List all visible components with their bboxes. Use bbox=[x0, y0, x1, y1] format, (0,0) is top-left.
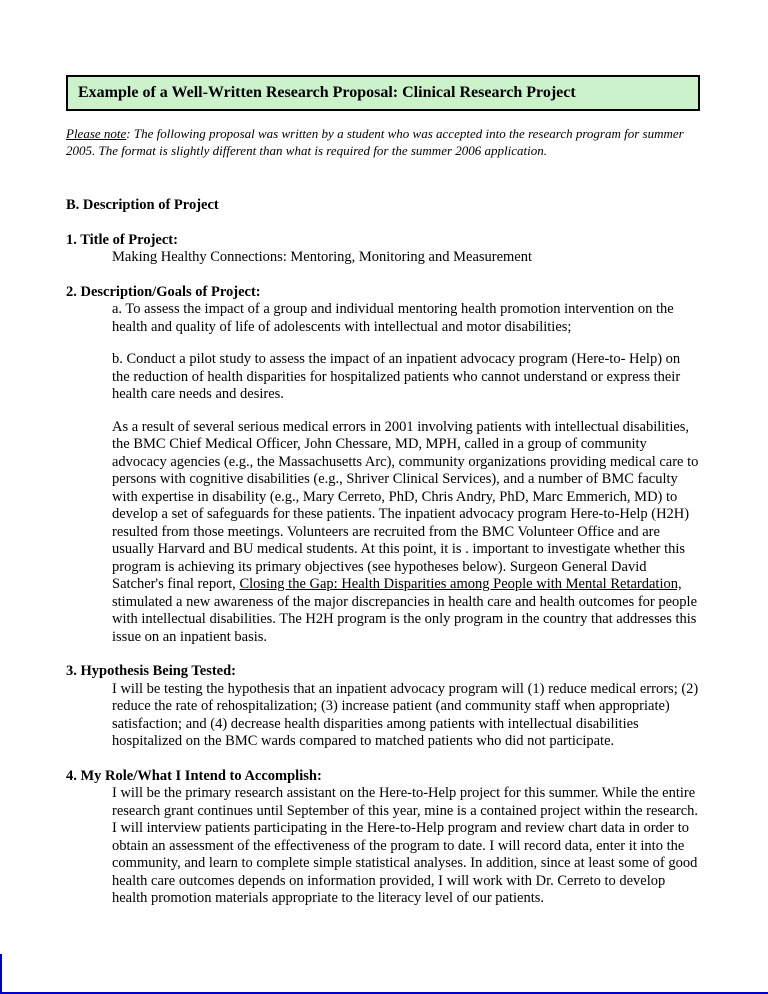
item-4-heading: 4. My Role/What I Intend to Accomplish: bbox=[66, 767, 322, 784]
item-4-body: I will be the primary research assistant on the Here-to-Help project for this summer. While the entire research grant continues until September of this year, mine is a contained project within the research. I will interview patients participating in the Here-to-Help program and review chart data in order to obtain an assessment of the effectiveness of the program to date. I will record data, enter it into the community, and learn to complete simple statistical analyses. In addition, since at least some of good health care outcomes depends on information provided, I will work with Dr. Cerreto to develop health promotion materials appropriate to the literacy level of our patients. bbox=[112, 785, 699, 906]
goal-paragraph-a: a. To assess the impact of a group and individual mentoring health promotion intervention on the health and quality of life of adolescents with intellectual and motor disabilities; bbox=[112, 301, 674, 335]
section-heading: B. Description of Project bbox=[66, 197, 219, 213]
note-paragraph bbox=[66, 126, 700, 159]
background-text-after: stimulated a new awareness of the major discrepancies in health care and health outcomes for people with intellectual disabilities. The H2H program is the only program in the country that addresses this issue on an inpatient basis. bbox=[112, 593, 698, 645]
title-banner bbox=[66, 75, 700, 111]
background-paragraph bbox=[112, 419, 700, 647]
item-description-goals bbox=[66, 284, 700, 647]
item-title-of-project bbox=[66, 232, 700, 267]
item-3-heading: 3. Hypothesis Being Tested: bbox=[66, 663, 236, 679]
goal-paragraph-b: b. Conduct a pilot study to assess the impact of an inpatient advocacy program (Here-to- Help) on the reduction of health disparities for hospitalized patients who cannot understand or express their health care needs and desires. bbox=[112, 351, 681, 402]
item-1-body: Making Healthy Connections: Mentoring, Monitoring and Measurement bbox=[112, 249, 533, 265]
background-text-before: As a result of several serious medical errors in 2001 involving patients with intellectual disabilities, the BMC Chief Medical Officer, John Chessare, MD, MPH, called in a group of community advocacy agencies (e.g., the Massachusetts Arc), community organizations providing medical care to persons with cognitive disabilities (e.g., Shriver Clinical Services), and a number of BMC faculty with expertise in disability (e.g., Mary Cerreto, PhD, Chris Andry, PhD, Marc Emmerich, MD) to develop a set of safeguards for these patients. The inpatient advocacy program Here-to-Help (H2H) resulted from those meetings. Volunteers are recruited from the BMC Volunteer Office and are usually Harvard and BU medical students. At this point, it is . important to investigate whether this program is achieving its primary objectives (see hypotheses below). Surgeon General David Satcher's final report, bbox=[112, 418, 699, 592]
item-my-role bbox=[66, 768, 700, 908]
note-lead: Please note bbox=[66, 126, 127, 141]
item-2-heading: 2. Description/Goals of Project: bbox=[66, 283, 261, 300]
note-body: : The following proposal was written by a student who was accepted into the research program for summer 2005. The format is slightly different than what is required for the summer 2006 application. bbox=[66, 126, 684, 158]
report-title-underlined: Closing the Gap: Health Disparities among People with Mental Retardation, bbox=[239, 576, 682, 592]
item-3-body: I will be testing the hypothesis that an inpatient advocacy program will (1) reduce medical errors; (2) reduce the rate of rehospitalization; (3) increase patient (and community staff when appropriate) satisfaction; and (4) decrease health disparities among patients with intellectual disabilities hospitalized on the BMC wards compared to matched patients who did not participate. bbox=[112, 680, 699, 749]
page-title: Example of a Well-Written Research Proposal: Clinical Research Project bbox=[78, 84, 576, 101]
item-hypothesis bbox=[66, 663, 700, 751]
page-left-edge-line bbox=[0, 954, 2, 994]
item-1-heading: 1. Title of Project: bbox=[66, 231, 178, 248]
